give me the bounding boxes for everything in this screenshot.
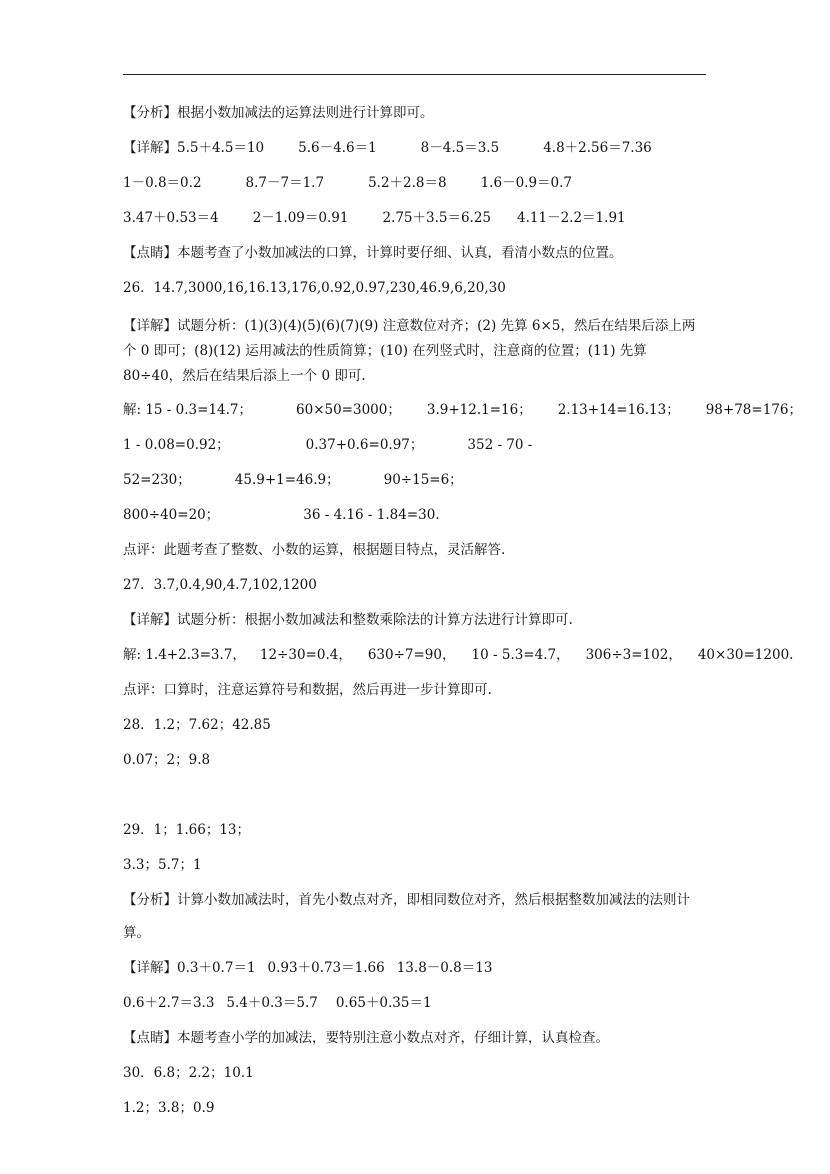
calc: 352 - 70 - [467,437,533,453]
calc: 8.7－7＝1.7 [245,175,325,191]
calc: 45.9+1=46.9； [234,472,340,488]
calc: 40×30=1200. [697,647,794,663]
calc: 1.6－0.9＝0.7 [480,175,573,191]
answer-30-row-1: 30．6.8；2.2；10.1 [123,1065,254,1081]
calc: 【详解】5.5＋4.5＝10 [123,140,265,156]
calc: 2－1.09＝0.91 [252,210,349,226]
calc: 0.65＋0.35＝1 [335,995,432,1011]
calc: 3.9+12.1=16； [426,402,532,418]
detail-27: 【详解】试题分析：根据小数加减法和整数乘除法的计算方法进行计算即可. [123,612,573,628]
solution-29-row-2 [123,994,708,1012]
calc: 3.47＋0.53＝4 [123,210,219,226]
calc: 5.6－4.6＝1 [298,140,377,156]
calc: 13.8－0.8＝13 [396,960,493,976]
solution-25-row-1 [123,139,708,157]
calc: 0.37+0.6=0.97； [305,437,424,453]
calc: 12÷30=0.4， [259,647,352,663]
calc: 36 - 4.16 - 1.84=30. [303,507,440,523]
answer-28-row-1: 28．1.2；7.62；42.85 [123,717,271,733]
solution-26-row-3 [123,471,708,489]
comment-25: 【点睛】本题考查了小数加减法的口算，计算时要仔细、认真，看清小数点的位置。 [123,245,623,261]
solution-26-row-4 [123,506,708,524]
calc: 90÷15=6； [383,472,463,488]
solution-29-row-1 [123,959,708,977]
calc: 4.8＋2.56＝7.36 [543,140,652,156]
solution-27 [123,646,794,664]
solution-26-row-2 [123,436,708,454]
answer-29-row-2: 3.3；5.7；1 [123,857,202,873]
review-27: 点评：口算时，注意运算符号和数据，然后再进一步计算即可. [123,682,492,698]
calc: 8－4.5＝3.5 [420,140,500,156]
comment-29: 【点睛】本题考查小学的加减法，要特别注意小数点对齐，仔细计算，认真检查。 [123,1030,609,1046]
calc: 60×50=3000； [296,402,401,418]
calc: 解: 15 - 0.3=14.7； [123,402,253,418]
detail-26: 【详解】试题分析：(1)(3)(4)(5)(6)(7)(9) 注意数位对齐；(2) 先算 6×5，然后在结果后添上两个 0 即可；(8)(12) 运用减法的性质简算；(10) 在列竖式时，注意商的位置；(11) 先算 80÷40，然后在结果后添上一个 0 即可. [123,318,696,384]
calc: 2.13+14=16.13； [557,402,680,418]
calc: 10 - 5.3=4.7， [471,647,570,663]
solution-26-row-1 [123,401,802,419]
calc: 【详解】0.3＋0.7＝1 [123,960,256,976]
calc: 0.93＋0.73＝1.66 [267,960,385,976]
answer-26: 26．14.7,3000,16,16.13,176,0.92,0.97,230,46.9,6,20,30 [123,280,506,296]
analysis-25: 【分析】根据小数加减法的运算法则进行计算即可。 [123,105,434,121]
calc: 5.4＋0.3＝5.7 [226,995,318,1011]
calc: 1 - 0.08=0.92； [123,437,230,453]
analysis-29: 【分析】计算小数加减法时，首先小数点对齐，即相同数位对齐，然后根据整数加减法的法则计算。 [123,892,690,941]
calc: 0.6＋2.7＝3.3 [123,995,215,1011]
solution-25-row-3 [123,209,708,227]
answer-28-row-2: 0.07；2；9.8 [123,752,211,768]
solution-25-row-2 [123,174,708,192]
calc: 52=230； [123,472,191,488]
calc: 800÷40=20； [123,507,220,523]
answer-27: 27．3.7,0.4,90,4.7,102,1200 [123,577,317,593]
calc: 2.75＋3.5＝6.25 [382,210,492,226]
calc: 98+78=176； [705,402,802,418]
calc: 解: 1.4+2.3=3.7， [123,647,246,663]
calc: 5.2＋2.8＝8 [368,175,447,191]
calc: 306÷3=102， [585,647,682,663]
document-body [123,104,802,1134]
answer-29-row-1: 29．1；1.66；13； [123,822,251,838]
calc: 1－0.8＝0.2 [123,175,202,191]
calc: 4.11－2.2＝1.91 [517,210,626,226]
calc: 630÷7=90， [367,647,456,663]
answer-30-row-2: 1.2；3.8；0.9 [123,1100,215,1116]
header-rule [123,74,706,75]
review-26: 点评：此题考查了整数、小数的运算，根据题目特点，灵活解答. [123,542,506,558]
